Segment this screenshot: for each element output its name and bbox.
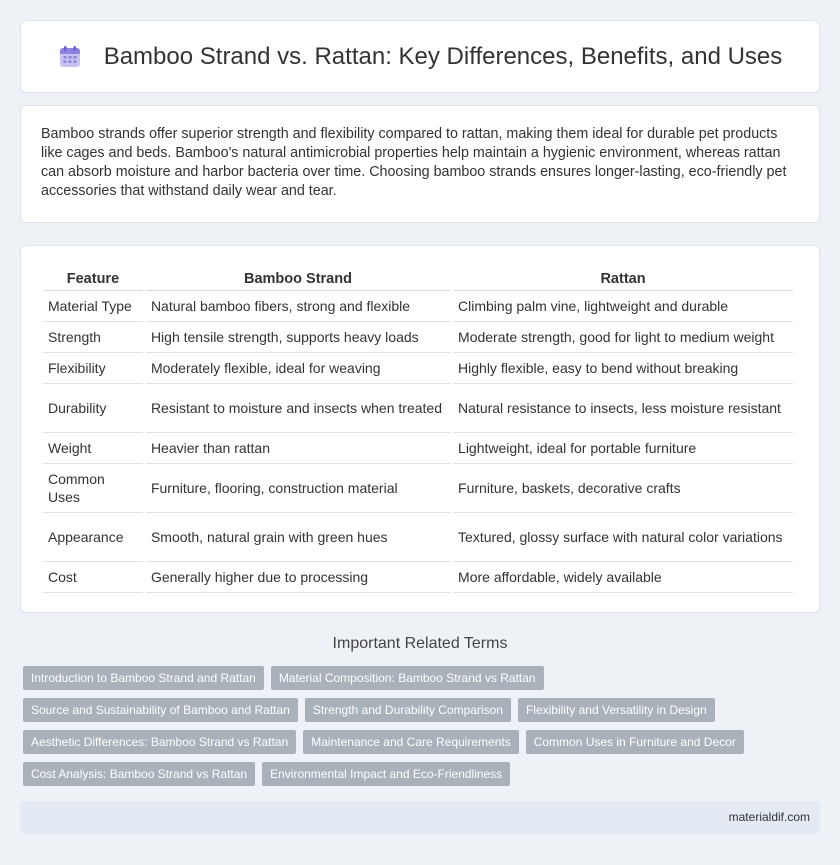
comparison-table-card — [20, 245, 820, 613]
table-row — [43, 464, 793, 513]
feature-cell: Durability — [43, 384, 143, 433]
related-term-tag[interactable]: Flexibility and Versatility in Design — [518, 698, 715, 722]
bamboo-cell: High tensile strength, supports heavy loads — [146, 322, 450, 353]
rattan-cell: Highly flexible, easy to bend without breaking — [453, 353, 793, 384]
feature-cell: Weight — [43, 433, 143, 464]
related-term-tag[interactable]: Strength and Durability Comparison — [305, 698, 511, 722]
related-term-tag[interactable]: Common Uses in Furniture and Decor — [526, 730, 744, 754]
header-rattan: Rattan — [453, 266, 793, 291]
table-header-row — [43, 266, 793, 291]
bamboo-cell: Smooth, natural grain with green hues — [146, 513, 450, 562]
header-bamboo-strand: Bamboo Strand — [146, 266, 450, 291]
related-term-tag[interactable]: Environmental Impact and Eco-Friendliness — [262, 762, 510, 786]
table-row — [43, 433, 793, 464]
feature-cell: Common Uses — [43, 464, 143, 513]
related-terms-list — [23, 666, 823, 794]
table-row — [43, 513, 793, 562]
footer-site-link[interactable]: materialdif.com — [728, 810, 810, 824]
table-row — [43, 562, 793, 593]
rattan-cell: More affordable, widely available — [453, 562, 793, 593]
rattan-cell: Climbing palm vine, lightweight and durable — [453, 291, 793, 322]
bamboo-cell: Moderately flexible, ideal for weaving — [146, 353, 450, 384]
related-term-tag[interactable]: Cost Analysis: Bamboo Strand vs Rattan — [23, 762, 255, 786]
rattan-cell: Moderate strength, good for light to medium weight — [453, 322, 793, 353]
rattan-cell: Lightweight, ideal for portable furniture — [453, 433, 793, 464]
rattan-cell: Textured, glossy surface with natural color variations — [453, 513, 793, 562]
table-row — [43, 291, 793, 322]
related-term-tag[interactable]: Introduction to Bamboo Strand and Rattan — [23, 666, 264, 690]
title-card — [20, 20, 820, 93]
rattan-cell: Furniture, baskets, decorative crafts — [453, 464, 793, 513]
table-row — [43, 384, 793, 433]
feature-cell: Appearance — [43, 513, 143, 562]
bamboo-cell: Heavier than rattan — [146, 433, 450, 464]
feature-cell: Strength — [43, 322, 143, 353]
footer — [20, 801, 820, 834]
page-title: Bamboo Strand vs. Rattan: Key Differences, Benefits, and Uses — [103, 42, 783, 70]
feature-cell: Material Type — [43, 291, 143, 322]
related-term-tag[interactable]: Material Composition: Bamboo Strand vs Rattan — [271, 666, 544, 690]
table-row — [43, 353, 793, 384]
bamboo-cell: Natural bamboo fibers, strong and flexible — [146, 291, 450, 322]
table-row — [43, 322, 793, 353]
bamboo-cell: Generally higher due to processing — [146, 562, 450, 593]
header-feature: Feature — [43, 266, 143, 291]
related-terms-heading: Important Related Terms — [332, 635, 508, 652]
intro-paragraph: Bamboo strands offer superior strength and flexibility compared to rattan, making them ideal for durable pet products like cages and beds. Bamboo's natural antimicrobial properties help maintain a hygienic environment, whereas rattan can absorb moisture and harbor bacteria over time. Choosing bamboo strands ensures longer-lasting, eco-friendly pet accessories that withstand daily wear and tear. — [41, 126, 787, 199]
related-term-tag[interactable]: Aesthetic Differences: Bamboo Strand vs Rattan — [23, 730, 296, 754]
intro-card — [20, 105, 820, 223]
related-term-tag[interactable]: Maintenance and Care Requirements — [303, 730, 518, 754]
feature-cell: Cost — [43, 562, 143, 593]
bamboo-cell: Furniture, flooring, construction material — [146, 464, 450, 513]
comparison-table — [40, 266, 796, 593]
related-term-tag[interactable]: Source and Sustainability of Bamboo and Rattan — [23, 698, 298, 722]
feature-cell: Flexibility — [43, 353, 143, 384]
calendar-icon — [58, 45, 82, 69]
bamboo-cell: Resistant to moisture and insects when treated — [146, 384, 450, 433]
rattan-cell: Natural resistance to insects, less moisture resistant — [453, 384, 793, 433]
